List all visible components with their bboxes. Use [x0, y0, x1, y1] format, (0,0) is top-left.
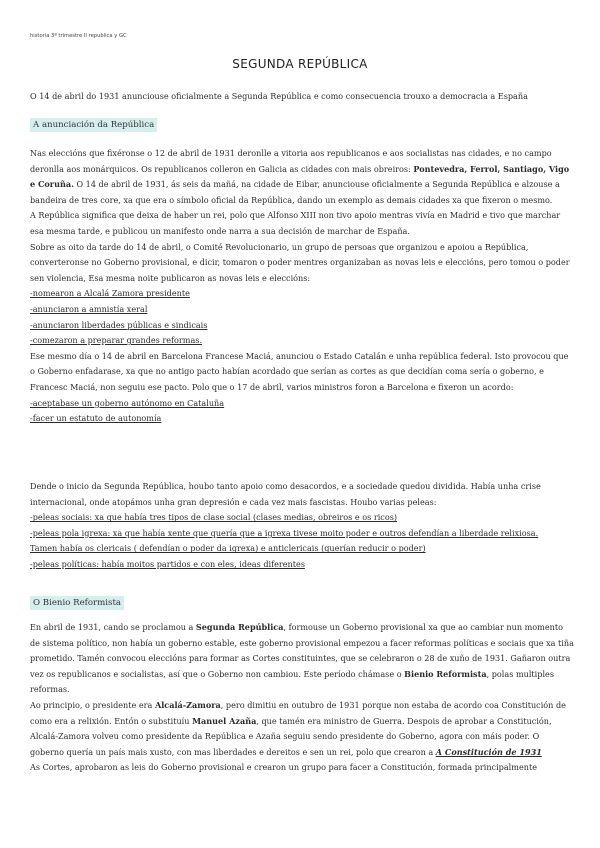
bold-text: Alcalá-Zamora	[154, 699, 221, 710]
paragraph	[30, 698, 575, 760]
list-item: -peleas políticas: había moitos partidos e con eles, ideas diferentes	[30, 558, 305, 569]
bold-text: Bienio Reformista	[404, 668, 487, 679]
section-body-bienio	[30, 620, 575, 776]
text: , polas multiples reformas.	[30, 668, 554, 695]
text: Ao principio, o presidente era	[30, 699, 155, 710]
bold-text: Segunda República	[195, 622, 284, 632]
section-body-anunciacion	[30, 146, 575, 427]
paragraph: As Cortes, aprobaron as leis do Goberno provisional e crearon un grupo para facer a Constitución, formada principalmente	[30, 762, 537, 773]
page-header: historia 3º trimestre II republica y GC	[30, 33, 127, 39]
section-body-division	[30, 479, 575, 573]
bold-underline-text: A Constitución de 1931	[435, 746, 542, 757]
paragraph	[30, 620, 575, 698]
list-item: -aceptabase un goberno autónomo en Cataluña	[30, 397, 225, 408]
text: , pero dimitiu en outubro de 1931 porque non estaba de acordo coa Constitución de como era a relixión. Entón o substituíu	[30, 699, 566, 726]
document-title: SEGUNDA REPÚBLICA	[232, 57, 368, 71]
paragraph: A República significa que deixa de haber un rei, polo que Alfonso XIII non tivo apoio mentras vivía en Madrid e tivo que marchar esa mesma tarde, e publicou un manifesto onde narra a sua decisión de marchar de España.	[30, 210, 561, 236]
section-heading-anunciacion: A anunciación da República	[30, 118, 157, 132]
list-item: -comezaron a preparar grandes reformas.	[30, 335, 203, 346]
list-item: Tamen había os clericais ( defendían o poder da igrexa) e anticlericais (querían reducir o poder)	[30, 543, 426, 554]
paragraph	[30, 146, 575, 208]
bold-text: Manuel Azaña	[192, 715, 257, 726]
list-item: -nomearon a Alcalá Zamora presidente	[30, 288, 190, 299]
paragraph: Dende o inicio da Segunda República, houbo tanto apoio como desacordos, e a sociedade quedou dividida. Había unha crise internacional, onde atopámos unha gran depresión e cada vez mais fascistas. Houbo varias peleas:	[30, 481, 541, 507]
text: Nas eleccións que fixéronse o 12 de abril de 1931 deronlle a vitoria aos republicanos e aos socialistas nas cidades, e no campo deronlla aos monárquicos. Os republicanos colleron en Galicia as cidades con mais obreiros:	[30, 148, 552, 174]
list-item: -peleas pola igrexa: xa que había xente que quería que a igrexa tivese moito poder e outros defendían a liberdade relixiosa.	[30, 527, 539, 538]
list-item: -facer un estatuto de autonomía	[30, 413, 162, 424]
list-item: -anunciaron liberdades públicas e sindicais	[30, 319, 208, 330]
text: O 14 de abril de 1931, ás seis da mañá, na cidade de Eibar, anunciouse oficialmente a Segunda República e alzouse a bandeira de tres core, xa que era o símbolo oficial da República, dando un exemplo as demais cidades xa que fixeron o mesmo.	[30, 179, 560, 205]
text: , que tamén era ministro de Guerra. Despois de aprobar a Constitución, Alcalá-Zamora volveu como presidente da República e Azaña seguiu sendo presidente do Goberno, agora con máis poder. O goberno quería un país mais xusto, con mas liberdades e dereitos e sen un rei, polo que crearon a	[30, 715, 552, 757]
text: , formouse un Goberno provisional xa que ao cambiar nun momento de sistema político, non había un goberno estable, este goberno provisional empezou a facer reformas políticas e sociais que xa tiña prometido. Tamén convocou eleccións para formar as Cortes constituintes, que se celebraron o 28 de xuño de 1931. Gañaron outra vez os republicanos e socialistas, así que o Goberno non cambiou. Este período chámase o	[30, 622, 574, 679]
text: En abril de 1931, cando se proclamou a	[30, 622, 196, 632]
paragraph: Ese mesmo día o 14 de abril en Barcelona Francese Maciá, anunciou o Estado Catalán e unha república federal. Isto provocou que o Goberno enfadarase, xa que no antigo pacto habían acordado que serían as cortes as que decidían coma sería o goberno, e Francesc Maciá, non seguiu ese pacto. Polo que o 17 de abril, varios ministros foron a Barcelona e fixeron un acordo:	[30, 350, 569, 392]
list-item: -peleas sociais: xa que había tres tipos de clase social (clases medias, obreiros e os ricos)	[30, 512, 398, 523]
bold-text: Pontevedra, Ferrol, Santiago, Vigo e Coruña.	[30, 163, 570, 190]
lead-paragraph: O 14 de abril do 1931 anunciouse oficialmente a Segunda República e como consecuencia trouxo a democracia a España	[30, 91, 528, 101]
list-item: -anunciaron a amnistía xeral	[30, 303, 148, 314]
section-heading-bienio: O Bienio Reformista	[30, 596, 124, 610]
paragraph: Sobre as oito da tarde do 14 de abril, o Comité Revolucionario, un grupo de persoas que organizou e apoiou a República, converteronse no Goberno provisional, e dicir, tomaron o poder mentres organizaban as novas leis e eleccións, pero tomou o poder sen violencia, Esa mesma noite publicaron as novas leis e eleccións:	[30, 241, 570, 283]
